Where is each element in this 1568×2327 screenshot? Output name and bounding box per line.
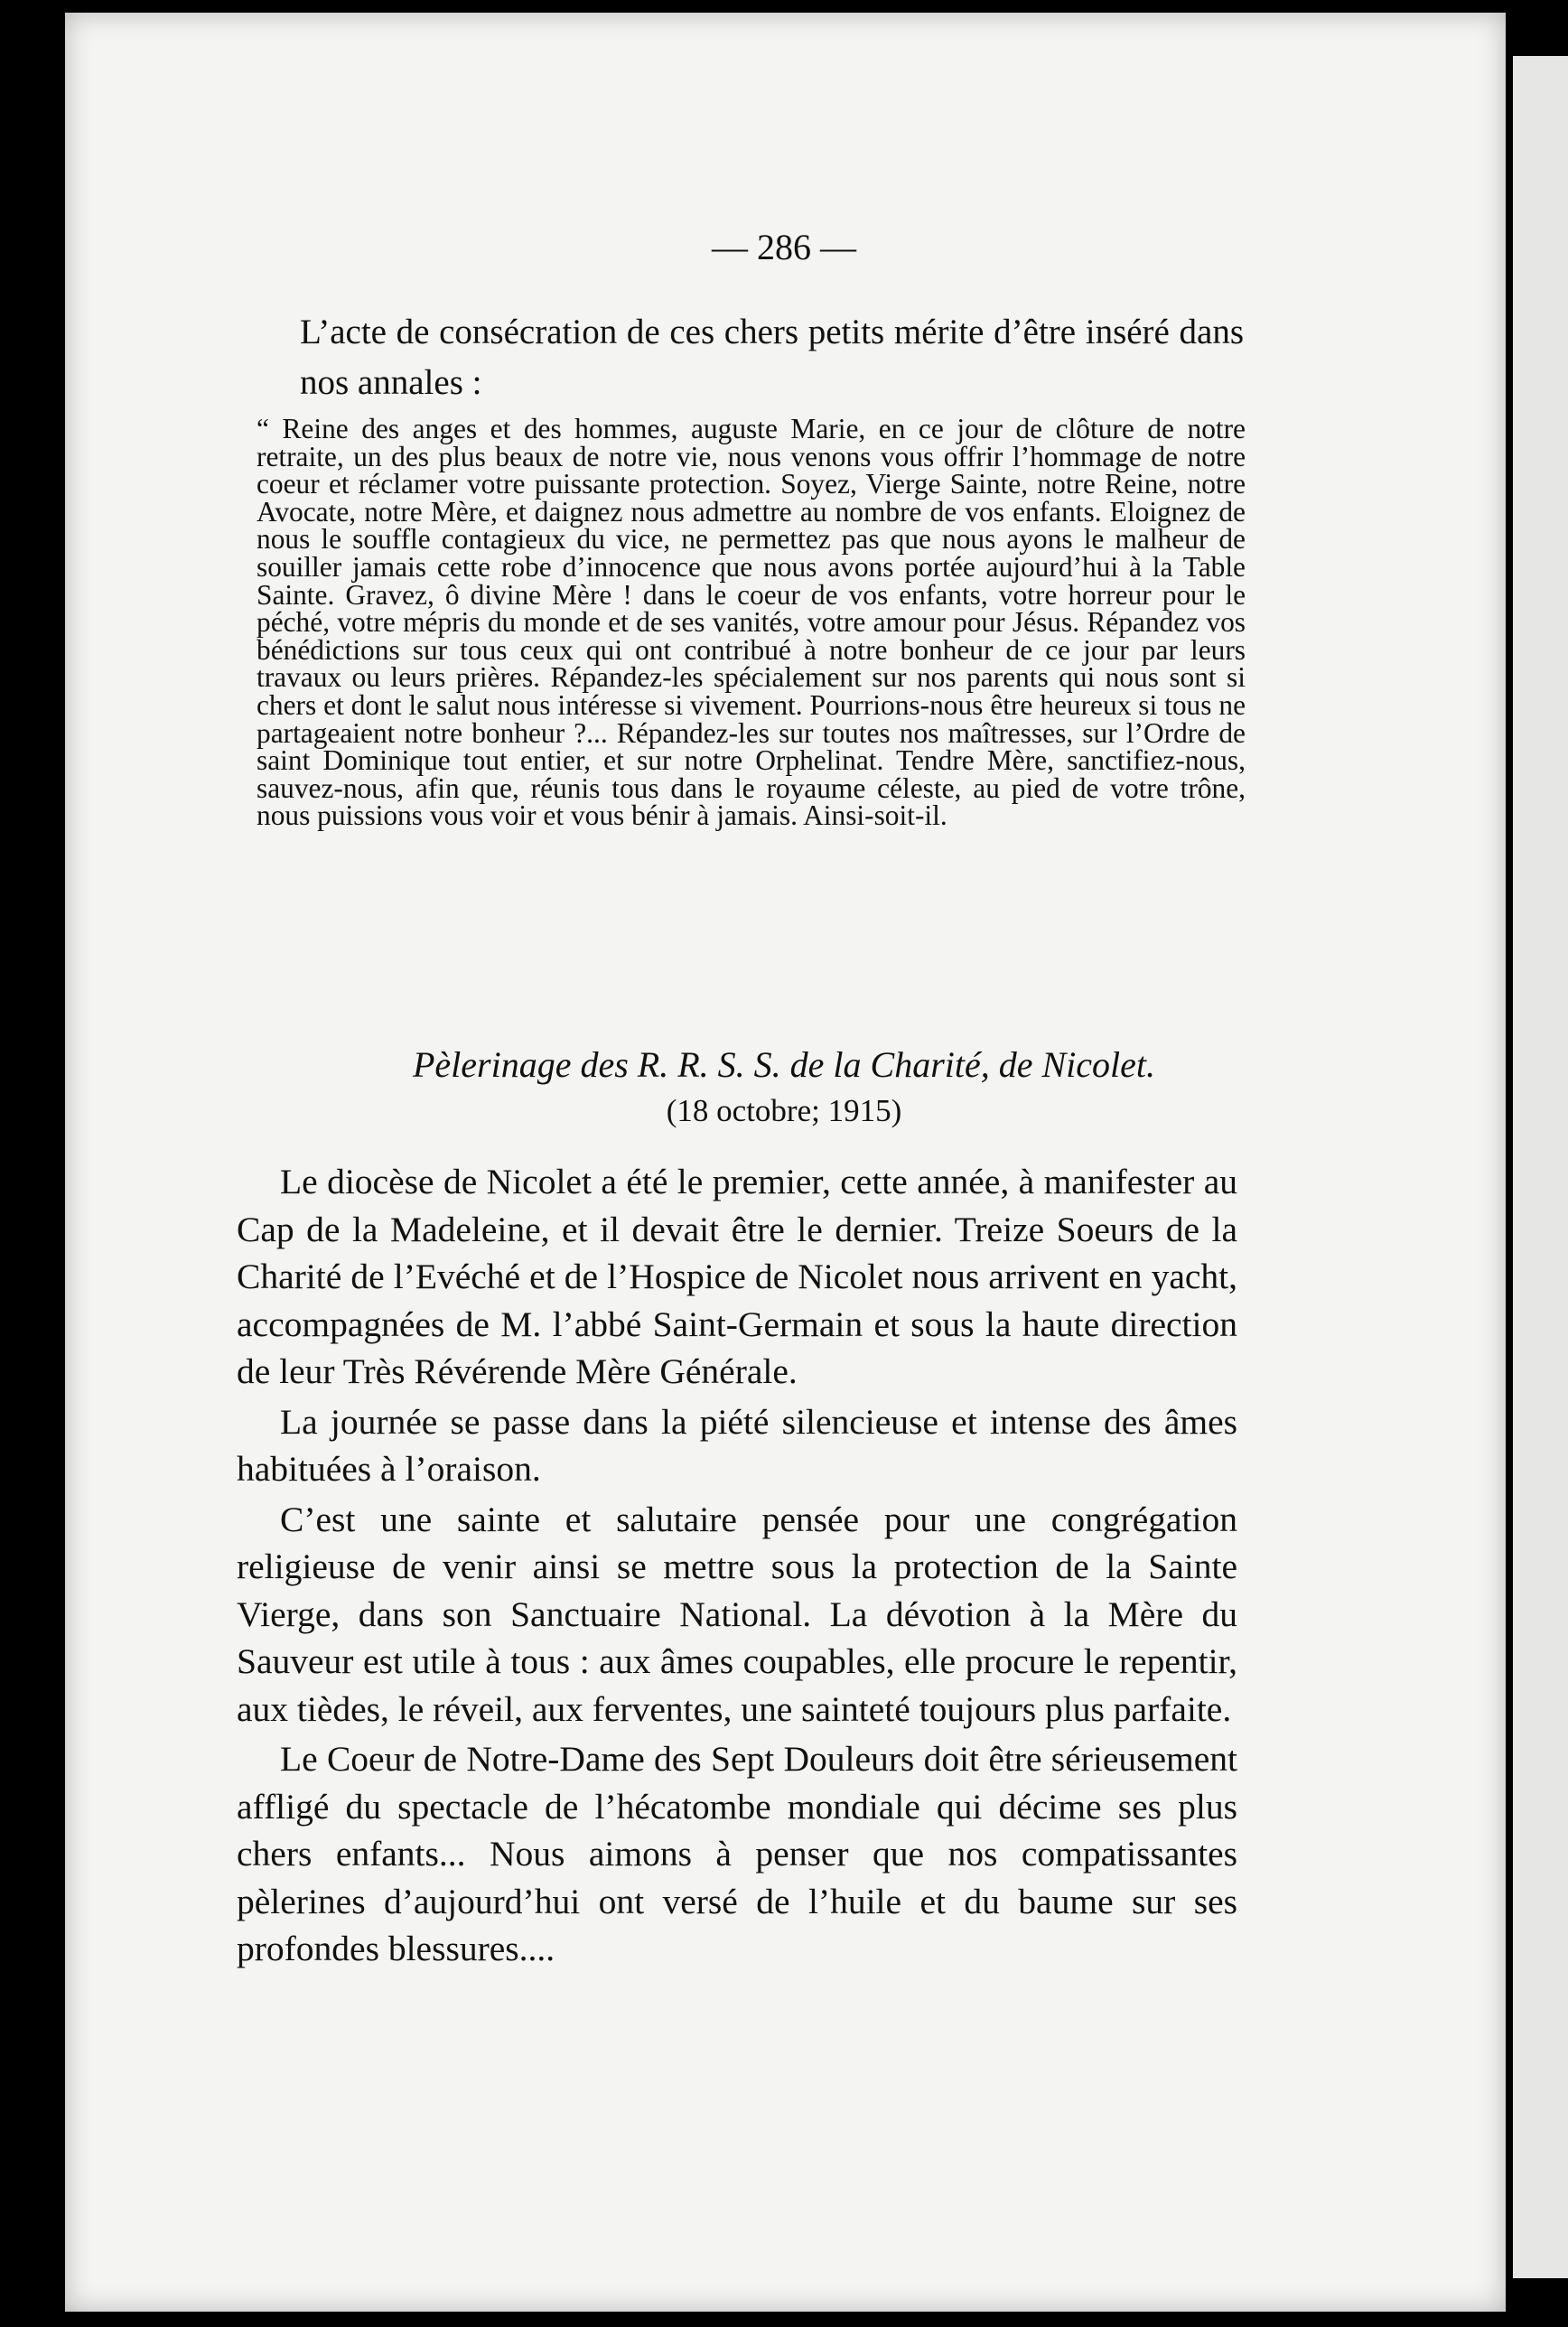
section-body: [237, 1158, 1237, 1976]
consecration-prayer: “ Reine des anges et des hommes, auguste Marie, en ce jour de clôture de notre retraite, un des plus beaux de notre vie, nous venons vous offrir l’hommage de notre coeur et réclamer votre puissante protection. Soyez, Vierge Sainte, notre Reine, notre Avocate, notre Mère, et daignez nous admettre au nombre de vos enfants. Eloignez de nous le souffle contagieux du vice, ne permettez pas que nous ayons le malheur de souiller jamais cette robe d’innocence que nous avons portée aujourd’hui à la Table Sainte. Gravez, ô divine Mère ! dans le coeur de vos enfants, votre horreur pour le péché, votre mépris du monde et de ses vanités, votre amour pour Jésus. Répandez vos bénédictions sur tous ceux qui ont contribué à notre bonheur de ce jour par leurs travaux ou leurs prières. Répandez-les spécialement sur nos parents qui nous sont si chers et dont le salut nous intéresse si vivement. Pourrions-nous être heureux si tous ne partageaient notre bonheur ?... Répandez-les sur toutes nos maîtresses, sur l’Ordre de saint Dominique tout entier, et sur notre Orphelinat. Tendre Mère, sanctifiez-nous, sauvez-nous, afin que, réunis tous dans le royaume céleste, au pied de votre trône, nous puissions vous voir et vous bénir à jamais. Ainsi-soit-il.: [257, 413, 1246, 832]
section-date: (18 octobre; 1915): [666, 1093, 902, 1128]
body-paragraph: C’est une sainte et salutaire pensée pour une congrégation religieuse de venir ainsi se mettre sous la protection de la Sainte Vierge, dans son Sanctuaire National. La dévotion à la Mère du Sauveur est utile à tous : aux âmes coupables, elle procure le repentir, aux tièdes, le réveil, aux ferventes, une sainteté toujours plus parfaite.: [237, 1499, 1237, 1729]
body-paragraph: Le Coeur de Notre-Dame des Sept Douleurs doit être sérieusement affligé du spectacle de l’hécatombe mondiale qui décime ses plus chers enfants... Nous aimons à penser que nos compatissantes pèlerines d’aujourd’hui ont versé de l’huile et du baume sur ses profondes blessures....: [237, 1739, 1237, 1968]
adjacent-page-edge: [1513, 56, 1568, 2278]
body-paragraph: La journée se passe dans la piété silencieuse et intense des âmes habituées à l’oraison.: [237, 1401, 1237, 1489]
page-number: — 286 —: [712, 227, 856, 267]
section-title: Pèlerinage des R. R. S. S. de la Charité, de Nicolet.: [412, 1044, 1156, 1085]
body-paragraph: Le diocèse de Nicolet a été le premier, cette année, à manifester au Cap de la Madeleine, et il devait être le dernier. Treize Soeurs de la Charité de l’Evéché et de l’Hospice de Nicolet nous arrivent en yacht, accompagnées de M. l’abbé Saint-Germain et sous la haute direction de leur Très Révérende Mère Générale.: [237, 1162, 1237, 1391]
intro-paragraph: L’acte de consécration de ces chers petits mérite d’être inséré dans nos annales :: [300, 313, 1244, 402]
